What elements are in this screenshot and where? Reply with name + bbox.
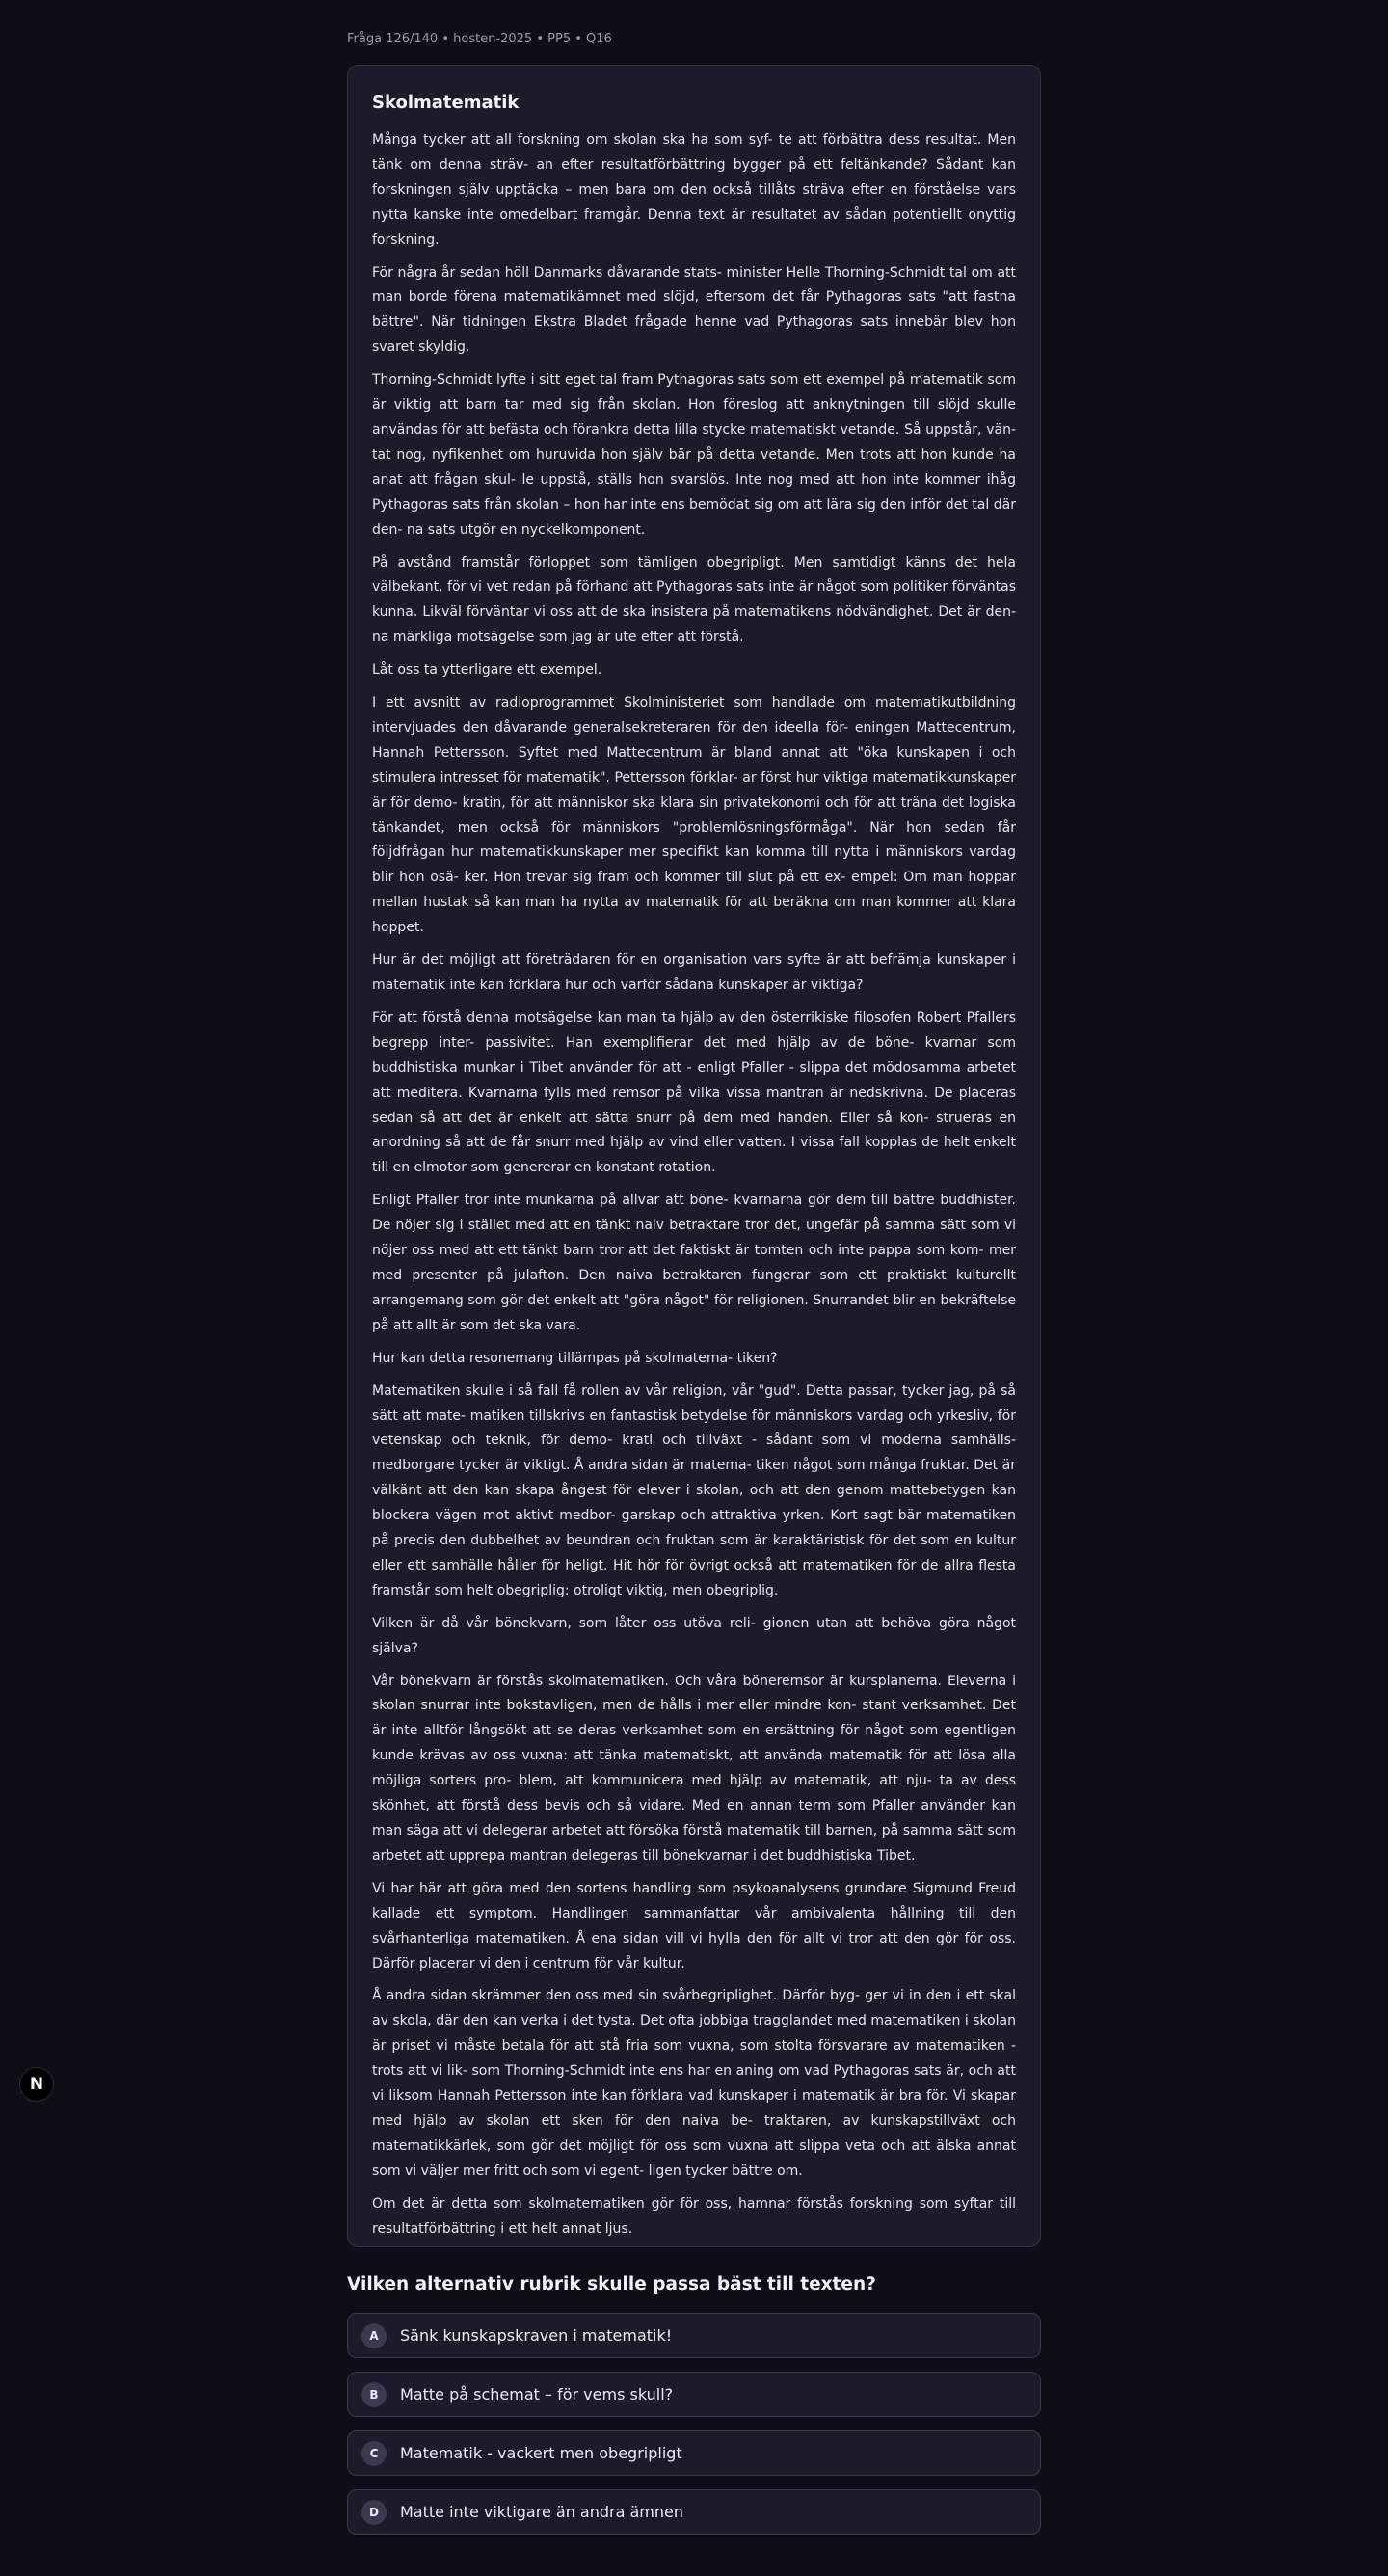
passage-paragraph: Vilken är då vår bönekvarn, som låter oss utöva reli- gionen utan att behöva göra något själva? (372, 1615, 1016, 1656)
passage-paragraph: Enligt Pfaller tror inte munkarna på allvar att böne- kvarnarna gör dem till bättre buddhister. De nöjer sig i stället med att en tänkt naiv betraktare tror det, ungefär på samma sätt som vi nöjer oss med att ett tänkt barn tror att det faktiskt är tomten och inte pappa som kom- mer med presenter på julafton. Den naiva betraktaren fungerar som ett praktiskt kulturellt arrangemang som gör det enkelt att "göra något" för religionen. Snurrandet blir en bekräftelse på att allt är som det ska vara. (372, 1193, 1016, 1333)
question-text: Vilken alternativ rubrik skulle passa bäst till texten? (347, 2274, 876, 2294)
passage-paragraph: För några år sedan höll Danmarks dåvarande stats- minister Helle Thorning-Schmidt tal om att man borde förena matematikämnet med slöjd, eftersom det får Pythagoras sats "att fastna bättre". När tidningen Ekstra Bladet frågade henne vad Pythagoras sats innebär blev hon svaret skyldig. (372, 264, 1016, 356)
passage-paragraph: Hur kan detta resonemang tillämpas på skolmatema- tiken? (372, 1350, 778, 1366)
badge-label: N (29, 2075, 44, 2094)
passage-paragraph: Om det är detta som skolmatematiken gör för oss, hamnar förstås forskning som syftar till resultatförbättring i ett helt annat ljus. (372, 2195, 1016, 2237)
option-letter: C (361, 2441, 387, 2466)
reading-passage (347, 65, 1041, 2247)
question-meta: Fråga 126/140 • hosten-2025 • PP5 • Q16 (347, 32, 612, 46)
passage-paragraph: Matematiken skulle i så fall få rollen av vår religion, vår "gud". Detta passar, tycker jag, på så sätt att mate- matiken tillskrivs en fantastisk betydelse för människors vardag och yrkesliv, för vetenskap och teknik, för demo- krati och tillväxt - sådant som vi moderna samhälls- medborgare tycker är viktigt. Å andra sidan är matema- tiken något som många fruktar. Det är välkänt att den kan skapa ångest för elever i skolan, och att den genom mattebetygen kan blockera vägen mot aktivt medbor- garskap och attraktiva yrken. Kort sagt bär matematiken på precis den dubbelhet av beundran och fruktan som är karaktäristisk för det som en kultur eller ett samhälle håller för heligt. Hit hör för övrigt också att matematiken för de allra flesta framstår som helt obegriplig: otroligt viktig, men obegriplig. (372, 1382, 1016, 1598)
option-text: Matematik - vackert men obegripligt (400, 2444, 682, 2462)
answer-option-c[interactable] (347, 2430, 1041, 2476)
passage-paragraph: Vi har här att göra med den sortens handling som psykoanalysens grundare Sigmund Freud kallade ett symptom. Handlingen sammanfattar vår ambivalenta hållning till den svårhanterliga matematiken. Å ena sidan vill vi hylla den för allt vi tror att den gör för oss. Därför placerar vi den i centrum för vår kultur. (372, 1880, 1016, 1972)
answer-option-d[interactable] (347, 2489, 1041, 2535)
answer-option-a[interactable] (347, 2313, 1041, 2358)
passage-paragraph: Thorning-Schmidt lyfte i sitt eget tal fram Pythagoras sats som ett exempel på matematik som är viktig att barn tar med sig från skolan. Hon föreslog att anknytningen till slöjd skulle användas för att befästa och förankra detta lilla stycke matematiskt vetande. Så uppstår, vän- tat nog, nyfikenhet om huruvida hon själv bär på detta vetande. Men trots att hon kunde ha anat att frågan skul- le uppstå, ställs hon svarslös. Inte nog med att hon inte kommer ihåg Pythagoras sats från skolan – hon har inte ens bemödat sig om att lära sig den inför det tal där den- na sats utgör en nyckelkomponent. (372, 372, 1016, 538)
passage-paragraph: Vår bönekvarn är förstås skolmatematiken. Och våra böneremsor är kursplanerna. Eleverna i skolan snurrar inte bokstavligen, men de hålls i mer eller mindre kon- stant verksamhet. Det är inte alltför långsökt att se deras verksamhet som en ersättning för något som egentligen kunde krävas av oss vuxna: att tänka matematiskt, att använda matematik för att lösa alla möjliga sorters pro- blem, att kommunicera med hjälp av matematik, att nju- ta av dess skönhet, att förstå dess bevis och så vidare. Med en annan term som Pfaller använder kan man säga att vi delegerar arbetet att försöka förstå matematik till barnen, på samma sätt som arbetet att upprepa mantran delegeras till bönekvarnar i det buddhistiska Tibet. (372, 1673, 1016, 1864)
option-letter: B (361, 2382, 387, 2407)
option-letter: D (361, 2500, 387, 2525)
quiz-container (347, 31, 1041, 2548)
answer-options (347, 2313, 1041, 2535)
passage-paragraph: I ett avsnitt av radioprogrammet Skolministeriet som handlade om matematikutbildning intervjuades den dåvarande generalsekreteraren för den ideella för- eningen Mattecentrum, Hannah Pettersson. Syftet med Mattecentrum är bland annat att "öka kunskapen i och stimulera intresset för matematik". Pettersson förklar- ar först hur viktiga matematikkunskaper är för demo- kratin, för att människor ska klara sin privatekonomi och för att träna det logiska tänkandet, men också för människors "problemlösningsförmåga". När hon sedan får följdfrågan hur matematikkunskaper mer specifikt kan komma till nytta i människors vardag blir hon osä- ker. Hon trevar sig fram och kommer till slut på ett ex- empel: Om man hoppar mellan hustak så kan man ha nytta av matematik för att beräkna om man kommer att klara hoppet. (372, 695, 1016, 936)
option-text: Matte på schemat – för vems skull? (400, 2385, 674, 2403)
passage-paragraph: Låt oss ta ytterligare ett exempel. (372, 662, 602, 679)
passage-paragraph: För att förstå denna motsägelse kan man ta hjälp av den österrikiske filosofen Robert Pfallers begrepp inter- passivitet. Han exemplifierar det med hjälp av de böne- kvarnar som buddhistiska munkar i Tibet använder för att - enligt Pfaller - slippa det mödosamma arbetet att meditera. Kvarnarna fylls med remsor på vilka vissa mantran är nedskrivna. De placeras sedan så att det är enkelt att sätta snurr på dem med handen. Eller så kon- strueras en anordning så att de får snurr med hjälp av vind eller vatten. I vissa fall kopplas de helt enkelt till en elmotor som genererar en konstant rotation. (372, 1009, 1016, 1176)
option-letter: A (361, 2323, 387, 2348)
passage-paragraph: Många tycker att all forskning om skolan ska ha som syf- te att förbättra dess resultat. Men tänk om denna sträv- an efter resultatförbättring bygger på ett feltänkande? Sådant kan forskningen själv upptäcka – men bara om den också tillåts sträva efter en förståelse vars nytta kanske inte omedelbart framgår. Denna text är resultatet av sådan potentiellt onyttig forskning. (372, 132, 1016, 248)
option-text: Matte inte viktigare än andra ämnen (400, 2503, 684, 2521)
passage-paragraph: På avstånd framstår förloppet som tämligen obegripligt. Men samtidigt känns det hela välbekant, för vi vet redan på förhand att Pythagoras sats inte är något som politiker förväntas kunna. Likväl förväntar vi oss att de ska insistera på matematikens nödvändighet. Det är den- na märkliga motsägelse som jag är ute efter att förstå. (372, 554, 1016, 646)
passage-title: Skolmatematik (372, 93, 520, 113)
passage-paragraph: Hur är det möjligt att företrädaren för en organisation vars syfte är att befrämja kunskaper i matematik inte kan förklara hur och varför sådana kunskaper är viktiga? (372, 953, 1016, 993)
answer-option-b[interactable] (347, 2372, 1041, 2417)
passage-paragraph: Å andra sidan skrämmer den oss med sin svårbegriplighet. Därför byg- ger vi in den i ett skal av skola, där den kan verka i det tysta. Det ofta jobbiga tragglandet med matematiken i skolan är priset vi måste betala för att stå fria som vuxna, som stolta försvarare av matematiken - trots att vi lik- som Thorning-Schmidt inte ens har en aning om vad Pythagoras sats är, och att vi liksom Hannah Pettersson inte kan förklara vad kunskaper i matematik är bra för. Vi skapar med hjälp av skolan ett sken för den naiva be- traktaren, av kunskapstillväxt och matematikkärlek, som gör det möjligt för oss som vuxna att slippa veta och att älska annat som vi väljer mer fritt och som vi egent- ligen tycker bättre om. (372, 1988, 1016, 2179)
next-logo-icon[interactable] (19, 2067, 54, 2102)
option-text: Sänk kunskapskraven i matematik! (400, 2326, 673, 2345)
